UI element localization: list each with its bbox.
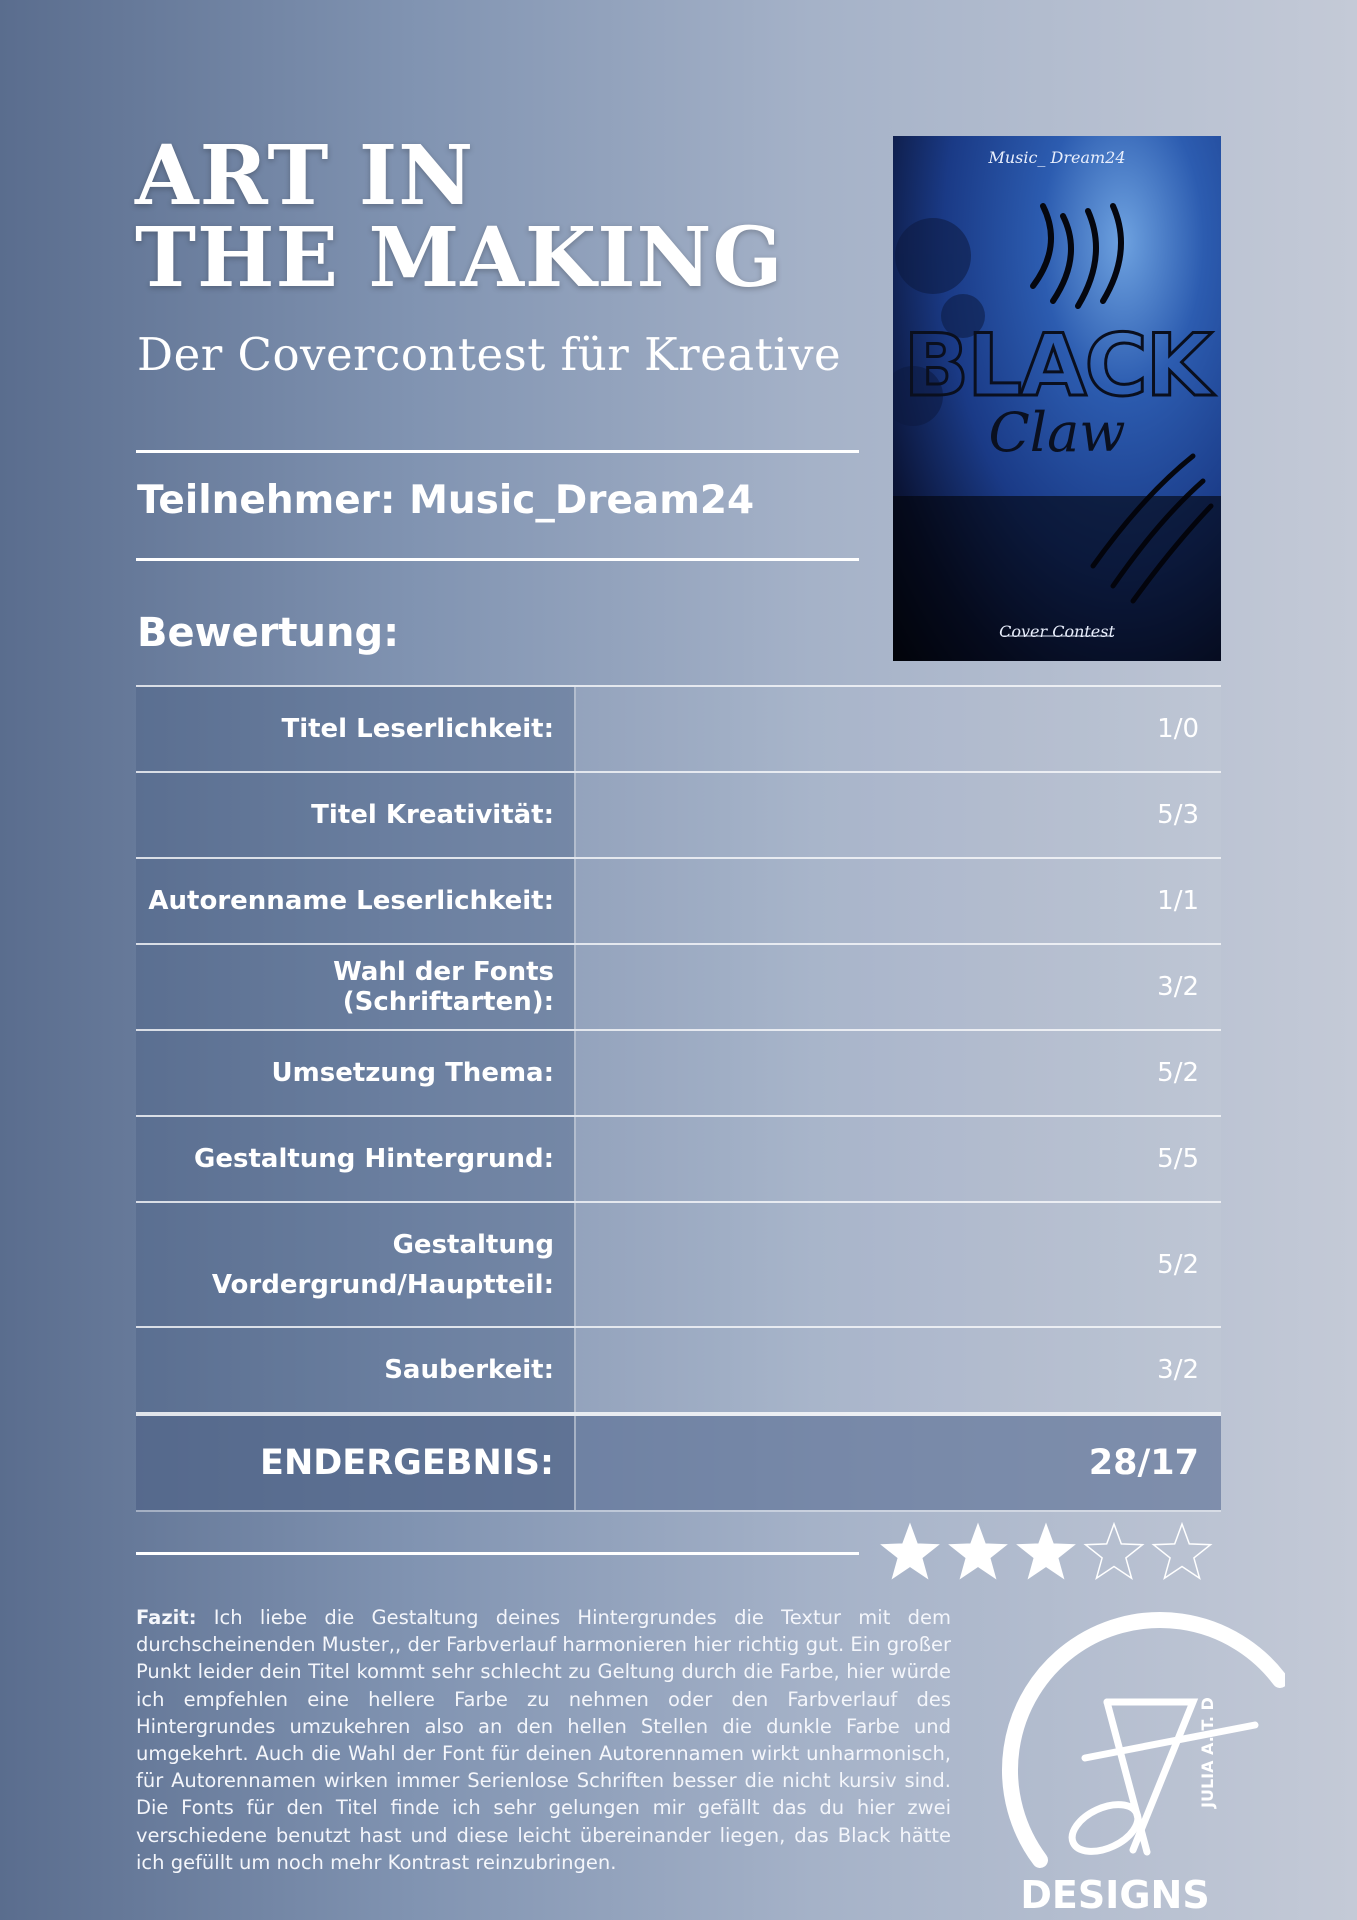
table-row: [136, 1201, 1221, 1326]
logo-monogram-icon: [1065, 1702, 1255, 1861]
criterion-label: Sauberkeit:: [136, 1328, 576, 1412]
criterion-label: [136, 1203, 576, 1326]
star-filled-icon: [882, 1524, 939, 1578]
book-cover-image: [893, 136, 1221, 661]
conclusion-text: [136, 1604, 951, 1876]
table-row: [136, 1115, 1221, 1201]
criterion-score: 5/2: [576, 1031, 1221, 1115]
participant-label: Teilnehmer: Music_Dream24: [137, 478, 755, 523]
page-subtitle: Der Covercontest für Kreative: [137, 328, 842, 381]
criterion-score: 5/5: [576, 1117, 1221, 1201]
title-line-1: ART IN: [135, 128, 475, 224]
conclusion-label: Fazit:: [136, 1606, 197, 1629]
rating-heading: Bewertung:: [137, 610, 400, 656]
criterion-score: 1/1: [576, 859, 1221, 943]
logo-name: JULIA A. T. D: [1198, 1697, 1217, 1808]
page-title: [135, 128, 784, 306]
criterion-score: 5/2: [576, 1203, 1221, 1326]
criterion-label: Titel Kreativität:: [136, 773, 576, 857]
table-row: [136, 771, 1221, 857]
conclusion-body: Ich liebe die Gestaltung deines Hintergrundes die Textur mit dem durchscheinenden Muster,, der Farbverlauf harmonieren hier richtig gut. Ein großer Punkt leider dein Titel kommt sehr schlecht zu Geltung durch die Farbe, hier würde ich empfehlen eine hellere Farbe zu nehmen oder den Farbverlauf des Hintergrundes umzukehren also an den hellen Stellen die dunkle Farbe und umgekehrt. Auch die Wahl der Font für deinen Autorennamen wirkt unharmonisch, für Autorennamen wirken immer Serienlose Schriften besser die nicht kursiv sind. Die Fonts für den Titel finde ich sehr gelungen mir gefällt das du hier zwei verschiedene benutzt hast und diese leicht übereinander liegen, das Black hätte ich gefüllt um noch mehr Kontrast reinzubringen.: [136, 1606, 951, 1874]
criterion-label: Gestaltung Hintergrund:: [136, 1117, 576, 1201]
criterion-label-line: Gestaltung: [392, 1229, 554, 1260]
criterion-score: 3/2: [576, 1328, 1221, 1412]
criterion-label: Titel Leserlichkeit:: [136, 687, 576, 771]
divider: [136, 558, 859, 561]
cover-footer: Cover Contest: [999, 622, 1115, 641]
divider: [136, 1552, 859, 1555]
table-row: [136, 1029, 1221, 1115]
rating-table: [136, 685, 1221, 1512]
designs-logo: [965, 1590, 1285, 1920]
criterion-label: Autorenname Leserlichkeit:: [136, 859, 576, 943]
divider: [136, 450, 859, 453]
total-score: 28/17: [576, 1416, 1221, 1510]
table-row: [136, 1326, 1221, 1412]
total-label: ENDERGEBNIS:: [136, 1416, 576, 1510]
cover-author: Music_ Dream24: [988, 148, 1126, 167]
criterion-score: 1/0: [576, 687, 1221, 771]
star-empty-icon: [1086, 1524, 1143, 1578]
criterion-score: 5/3: [576, 773, 1221, 857]
cover-subtitle: Claw: [988, 401, 1126, 464]
criterion-label: Umsetzung Thema:: [136, 1031, 576, 1115]
logo-brand: DESIGNS: [1020, 1873, 1210, 1917]
criterion-label-line: Vordergrund/Hauptteil:: [211, 1269, 554, 1300]
star-filled-icon: [1018, 1524, 1075, 1578]
criterion-label: Wahl der Fonts (Schriftarten):: [136, 945, 576, 1029]
star-filled-icon: [950, 1524, 1007, 1578]
table-row: [136, 685, 1221, 771]
criterion-score: 3/2: [576, 945, 1221, 1029]
title-line-2: THE MAKING: [135, 210, 784, 306]
star-empty-icon: [1154, 1524, 1211, 1578]
star-rating: [876, 1522, 1226, 1582]
total-row: [136, 1412, 1221, 1512]
cover-title: BLACK: [903, 316, 1211, 416]
table-row: [136, 857, 1221, 943]
table-row: [136, 943, 1221, 1029]
